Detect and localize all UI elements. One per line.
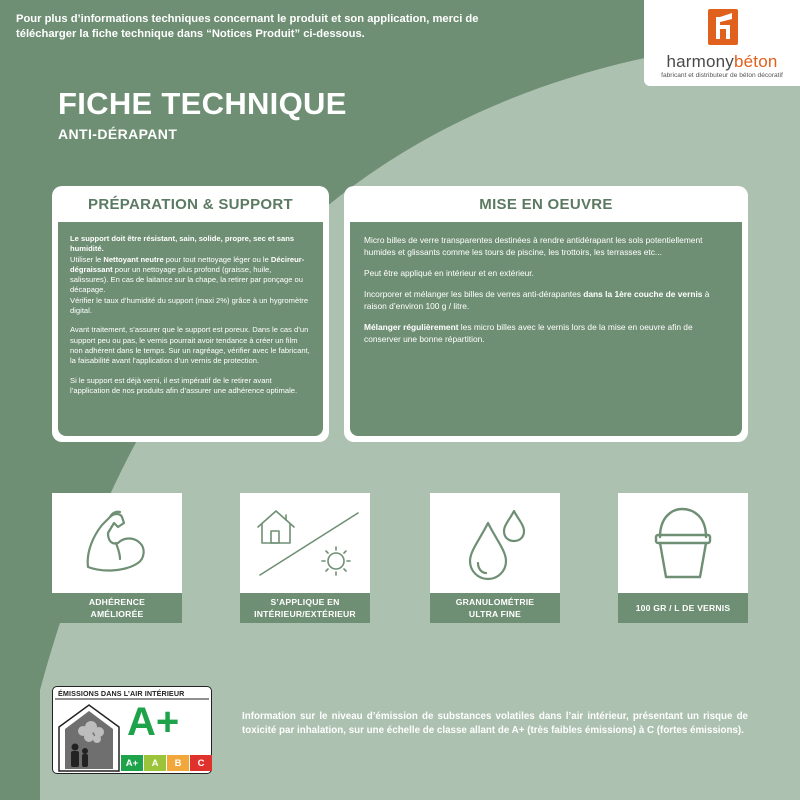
feature-adherence bbox=[52, 493, 182, 623]
page-title: FICHE TECHNIQUE bbox=[58, 86, 347, 121]
brand-name bbox=[644, 52, 800, 72]
scale-b: B bbox=[167, 755, 189, 771]
text-fragment: à raison d’environ 100 g / litre. bbox=[364, 289, 710, 311]
text-fragment: pour tout nettoyage léger ou le bbox=[163, 254, 271, 264]
brand-name-part1: harmony bbox=[666, 52, 734, 71]
feature-line-2: AMÉLIORÉE bbox=[90, 609, 144, 619]
product-nettoyant: Nettoyant neutre bbox=[103, 254, 164, 264]
mise-en-oeuvre-heading: MISE EN OEUVRE bbox=[479, 195, 613, 213]
mise-en-oeuvre-body bbox=[350, 222, 742, 436]
emissions-grade: A+ bbox=[127, 700, 180, 744]
bucket-icon bbox=[618, 493, 748, 593]
logo-icon bbox=[708, 9, 738, 45]
preparation-paragraph-3: Si le support est déjà verni, il est impératif de le retirer avant l’application de nos produits afin d’assurer une adhérence optimale. bbox=[70, 375, 298, 395]
mise-paragraph-3 bbox=[364, 288, 728, 312]
preparation-body bbox=[58, 222, 323, 436]
house-sun-icon bbox=[240, 493, 370, 593]
mise-paragraph-1: Micro billes de verre transparentes destinées à rendre antidérapant les sols potentiellement humides et glissants comme les tours de piscine, les trottoirs, les terrasses etc... bbox=[364, 235, 703, 257]
feature-label bbox=[52, 593, 182, 623]
text-fragment: les micro billes avec le vernis lors de la mise en oeuvre afin de conserver une bonne répartition. bbox=[364, 322, 693, 344]
droplets-icon bbox=[430, 493, 560, 593]
scale-c: C bbox=[190, 755, 212, 771]
text-fragment: pour un nettoyage plus profond (graisse, huile, salissures). En cas de laitance sur la chape, la retirer par ponçage ou décapage. bbox=[70, 264, 303, 295]
mix-emphasis: Mélanger régulièrement bbox=[364, 322, 459, 332]
page-subtitle: ANTI-DÉRAPANT bbox=[58, 126, 178, 142]
feature-dosage bbox=[618, 493, 748, 623]
feature-line-1: GRANULOMÉTRIE bbox=[455, 597, 535, 607]
scale-a-plus: A+ bbox=[121, 755, 143, 771]
humidity-note: Vérifier le taux d’humidité du support (maxi 2%) grâce à un hygromètre digital. bbox=[70, 295, 309, 316]
first-coat-emphasis: dans la 1ère couche de vernis bbox=[583, 289, 703, 299]
preparation-card bbox=[52, 186, 329, 442]
emissions-scale bbox=[121, 755, 213, 771]
mise-paragraph-2: Peut être appliqué en intérieur et en extérieur. bbox=[364, 268, 534, 278]
flexed-arm-icon bbox=[52, 493, 182, 593]
feature-interior-exterior bbox=[240, 493, 370, 623]
preparation-requirement: Le support doit être résistant, sain, solide, propre, sec et sans humidité. bbox=[70, 234, 295, 254]
download-notice: Pour plus d’informations techniques concernant le produit et son application, merci de télécharger la fiche technique dans “Notices Produit” ci-dessous. bbox=[16, 13, 479, 40]
feature-line-1: S’APPLIQUE EN bbox=[270, 597, 340, 607]
brand-tagline: fabricant et distributeur de béton décoratif bbox=[661, 72, 783, 79]
feature-line-2: INTÉRIEUR/EXTÉRIEUR bbox=[254, 609, 356, 619]
feature-line-1: ADHÉRENCE bbox=[88, 597, 146, 607]
scale-a: A bbox=[144, 755, 166, 771]
emissions-title: ÉMISSIONS DANS L’AIR INTÉRIEUR bbox=[58, 689, 185, 698]
preparation-paragraph-2: Avant traitement, s’assurer que le support est poreux. Dans le cas d’un support peu ou pas, le vernis pourrait avoir tendance à créer un film non adhérent dans le temps. Sur un ragréage, vérifier avec le fabricant, la faisabilité avant l’application d’un vernis de protection. bbox=[70, 325, 310, 366]
feature-line-1: 100 GR / L DE VERNIS bbox=[635, 603, 731, 613]
feature-granulometry bbox=[430, 493, 560, 623]
text-fragment: Utiliser le bbox=[70, 254, 104, 264]
feature-line-2: ULTRA FINE bbox=[468, 609, 522, 619]
mise-paragraph-4 bbox=[364, 321, 728, 345]
feature-label bbox=[240, 593, 370, 623]
feature-label bbox=[618, 593, 748, 623]
product-decireur: Décireur-dégraissant bbox=[70, 254, 305, 274]
text-fragment: Incorporer et mélanger les billes de verres anti-dérapantes bbox=[364, 289, 584, 299]
preparation-heading: PRÉPARATION & SUPPORT bbox=[88, 195, 293, 213]
brand-logo bbox=[644, 0, 800, 86]
mise-en-oeuvre-card bbox=[344, 186, 748, 442]
emissions-description: Information sur le niveau d’émission de substances volatiles dans l’air intérieur, présentant un risque de toxicité par inhalation, sur une échelle de classe allant de A+ (très faibles émissions) à C (fortes émissions). bbox=[242, 711, 748, 736]
emissions-label bbox=[52, 686, 212, 774]
preparation-paragraph-1 bbox=[70, 234, 311, 316]
feature-label bbox=[430, 593, 560, 623]
brand-name-part2: béton bbox=[734, 52, 778, 71]
